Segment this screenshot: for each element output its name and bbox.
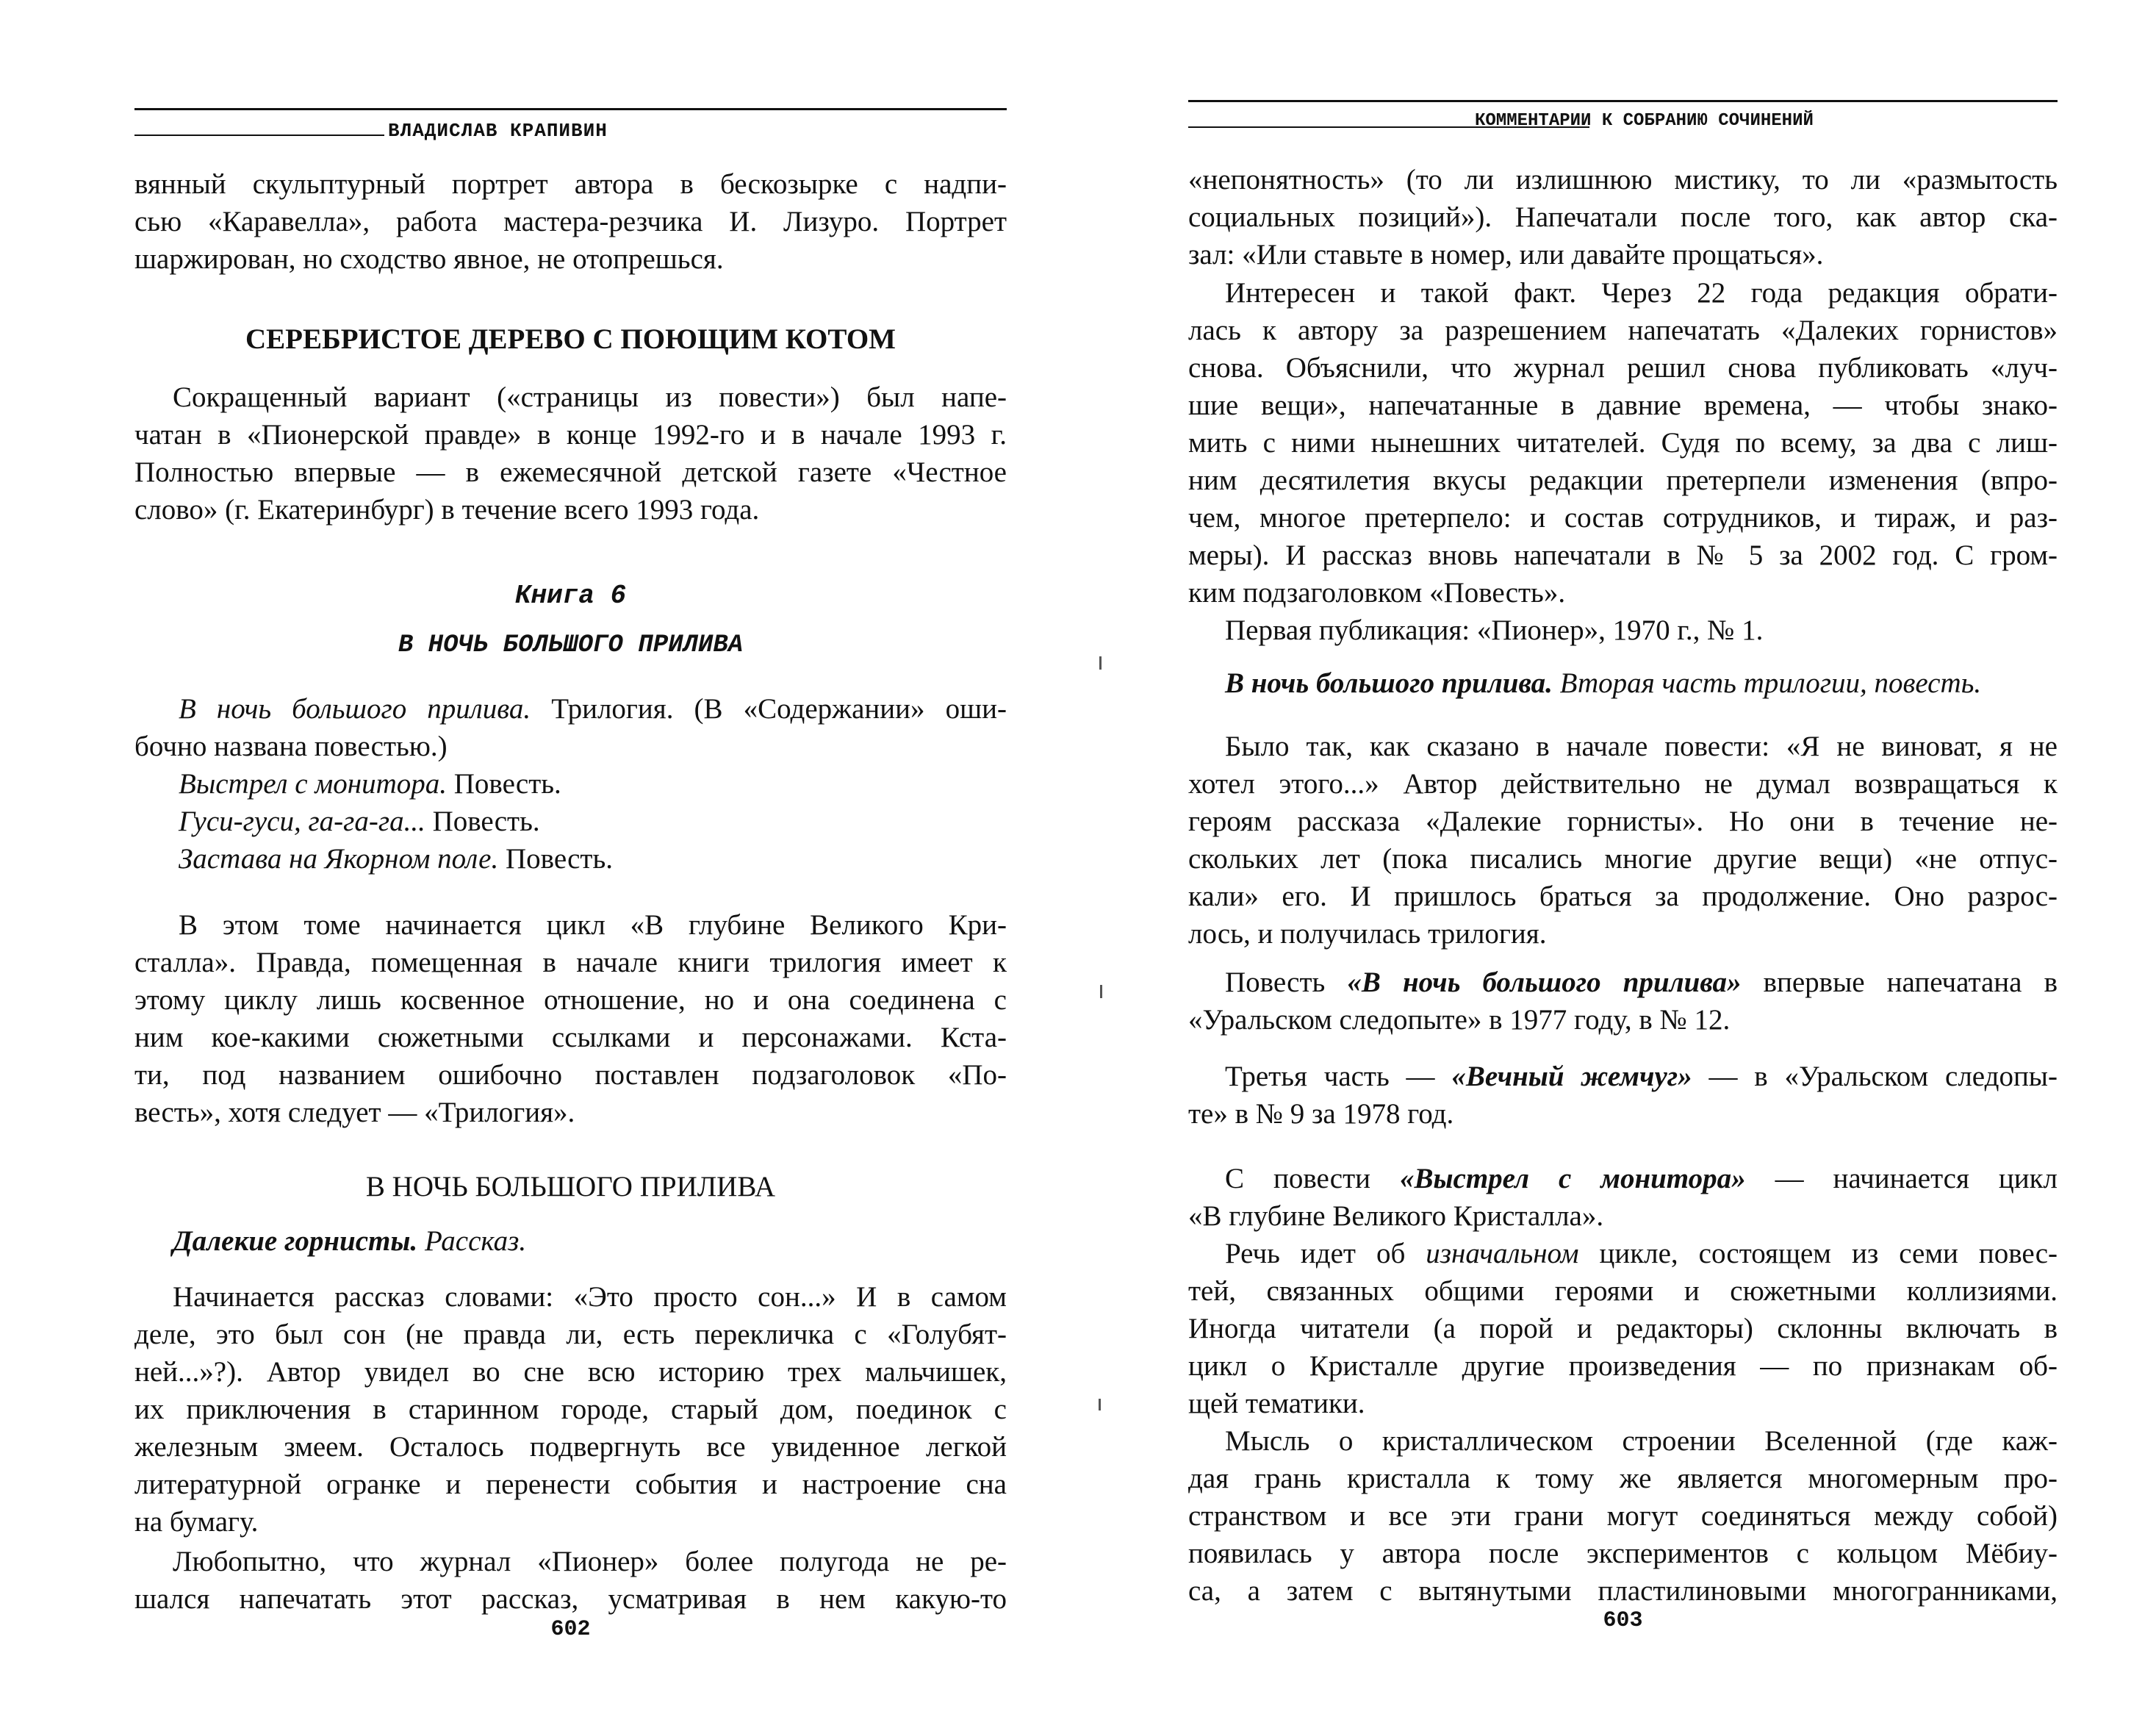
text-span: — начинается цикл [1745, 1163, 2058, 1194]
text-line: Интересен и такой факт. Через 22 года редакция обрати- [1225, 277, 2058, 309]
text-line: героям рассказа «Далекие горнисты». Но они в течение не- [1188, 806, 2058, 837]
text-line: Было так, как сказано в начале повести: «Я не виноват, я не [1225, 731, 2058, 762]
text-span: — в «Уральском следопы- [1692, 1061, 2058, 1092]
text-line: ней...»?). Автор увидел во сне всю историю трех мальчишек, [134, 1356, 1007, 1388]
text-line: Первая публикация: «Пионер», 1970 г., № 1. [1225, 614, 1764, 646]
text-line: сталла». Правда, помещенная в начале книги трилогия имеет к [134, 947, 1007, 978]
text-line: вянный скульптурный портрет автора в бескозырке с надпи- [134, 168, 1007, 200]
section-heading: СЕРЕБРИСТОЕ ДЕРЕВО С ПОЮЩИМ КОТОМ [245, 323, 896, 355]
running-head: ВЛАДИСЛАВ КРАПИВИН [388, 120, 608, 142]
book-heading: Книга 6 [514, 581, 627, 611]
contents-line [179, 841, 613, 878]
text-span: Третья часть — [1225, 1061, 1452, 1092]
text-line: са, а затем с вытянутыми пластилиновыми многогранниками, [1188, 1575, 2058, 1607]
contents-rest: Трилогия. (В «Содержании» оши- [531, 693, 1007, 725]
page-number: 603 [1603, 1608, 1643, 1633]
text-line: деле, это был сон (не правда ли, есть перекличка с «Голубят- [134, 1319, 1007, 1350]
text-span: Речь идет об [1225, 1238, 1426, 1269]
text-line [1225, 964, 2058, 1001]
text-line: ким подзаголовком «Повесть». [1188, 577, 1566, 609]
text-line: тей, связанных общими героями и сюжетными коллизиями. [1188, 1275, 2058, 1307]
text-line: зал: «Или ставьте в номер, или давайте прощаться». [1188, 239, 1824, 270]
text-span: впервые напечатана в [1741, 967, 2058, 998]
text-line: Начинается рассказ словами: «Это просто сон...» И в самом [173, 1281, 1007, 1313]
text-span: цикле, состоящем из семи повес- [1578, 1238, 2058, 1269]
contents-title: В ночь большого прилива. [179, 693, 531, 725]
contents-title: Застава на Якорном поле. [179, 843, 499, 875]
contents-line [179, 691, 1007, 728]
book-subheading: В НОЧЬ БОЛЬШОГО ПРИЛИВА [398, 631, 744, 659]
text-line: чем, многое претерпело: и состав сотрудников, и тираж, и раз- [1188, 502, 2058, 534]
story-title [173, 1223, 526, 1260]
contents-line [179, 766, 561, 803]
contents-line [134, 728, 448, 765]
text-line [1225, 1161, 2058, 1197]
text-line: шался напечатать этот рассказ, усматривая в нем какую-то [134, 1583, 1007, 1615]
story-title-bold: Далекие горнисты. [173, 1225, 418, 1257]
text-line: странством и все эти грани могут соединяться между собой) [1188, 1500, 2058, 1532]
text-line: Полностью впервые — в ежемесячной детской газете «Честное [134, 456, 1007, 488]
contents-rest: Повесть. [498, 843, 614, 875]
text-line: В этом томе начинается цикл «В глубине Великого Кри- [179, 909, 1007, 941]
header-rule-top [134, 108, 1007, 110]
text-line: сью «Каравелла», работа мастера-резчика И. Лизуро. Портрет [134, 206, 1007, 237]
text-span: С повести [1225, 1163, 1400, 1194]
contents-line [179, 803, 540, 840]
text-line [1225, 1236, 2058, 1272]
text-line: железным змеем. Осталось подвергнуть все увиденное легкой [134, 1431, 1007, 1463]
section-heading: В НОЧЬ БОЛЬШОГО ПРИЛИВА [365, 1171, 776, 1202]
text-line: этому циклу лишь косвенное отношение, но и она соединена с [134, 984, 1007, 1016]
text-line: лась к автору за разрешением напечатать «Далеких горнистов» [1188, 315, 2058, 346]
text-line: цикл о Кристалле другие произведения — по признакам об- [1188, 1350, 2058, 1382]
contents-rest: Повесть. [447, 768, 561, 800]
text-line: кали» его. И пришлось браться за продолжение. Оно разрос- [1188, 881, 2058, 912]
story-title-rest: Рассказ. [417, 1225, 527, 1257]
contents-rest: Повесть. [425, 806, 540, 837]
text-line: «В глубине Великого Кристалла». [1188, 1200, 1604, 1232]
text-line: на бумагу. [134, 1506, 259, 1538]
text-line: Любопытно, что журнал «Пионер» более полугода не ре- [173, 1546, 1007, 1577]
text-line: меры). И рассказ вновь напечатали в № 5 за 2002 год. С гром- [1188, 539, 2058, 571]
right-page [1078, 0, 2156, 1728]
running-head: КОММЕНТАРИИ К СОБРАНИЮ СОЧИНЕНИЙ [1475, 111, 1814, 131]
part-title-bold: В ночь большого прилива. [1225, 667, 1553, 699]
text-span-ital: изначальном [1426, 1238, 1579, 1269]
contents-title: Гуси-гуси, га-га-га... [179, 806, 425, 837]
text-line: их приключения в старинном городе, старый дом, поединок с [134, 1394, 1007, 1425]
text-line: слово» (г. Екатеринбург) в течение всего 1993 года. [134, 494, 760, 526]
text-line: чатан в «Пионерской правде» в конце 1992-го и в начале 1993 г. [134, 419, 1007, 451]
contents-rest: бочно названа повестью.) [134, 731, 448, 762]
text-line: «непонятность» (то ли излишнюю мистику, то ли «размытость [1188, 164, 2058, 196]
text-span: Повесть [1225, 967, 1348, 998]
text-line: ти, под названием ошибочно поставлен подзаголовок «По- [134, 1059, 1007, 1091]
text-line: скольких лет (пока писались многие другие вещи) «не отпус- [1188, 843, 2058, 875]
text-line: хотел этого...» Автор действительно не думал возвращаться к [1188, 768, 2058, 800]
text-line: ним десятилетия вкусы редакции претерпели изменения (впро- [1188, 465, 2058, 496]
text-line [1225, 1058, 2058, 1095]
text-line: Мысль о кристаллическом строении Вселенной (где каж- [1225, 1425, 2058, 1457]
text-line: литературной огранке и перенести события и настроение сна [134, 1469, 1007, 1500]
text-line: весть», хотя следует — «Трилогия». [134, 1097, 575, 1128]
text-line: появилась у автора после экспериментов с кольцом Мёбиу- [1188, 1538, 2058, 1569]
text-line: дая грань кристалла к тому же является многомерным про- [1188, 1463, 2058, 1494]
text-span-bold: «В ночь большого прилива» [1347, 967, 1742, 998]
part-title-rest: Вторая часть трилогии, повесть. [1552, 667, 1982, 699]
text-line: шие вещи», напечатанные в давние времена, — чтобы знако- [1188, 390, 2058, 421]
header-rule-top [1188, 100, 2058, 102]
text-span-bold: «Выстрел с монитора» [1399, 1163, 1746, 1194]
text-line: социальных позиций»). Напечатали после того, как автор ска- [1188, 201, 2058, 233]
text-span-bold: «Вечный жемчуг» [1451, 1061, 1692, 1092]
text-line: те» в № 9 за 1978 год. [1188, 1098, 1454, 1130]
page-number: 602 [550, 1617, 591, 1642]
header-rule-left [134, 135, 384, 136]
part-title [1225, 665, 1981, 702]
text-line: щей тематики. [1188, 1388, 1365, 1419]
contents-title: Выстрел с монитора. [179, 768, 448, 800]
text-line: снова. Объяснили, что журнал решил снова публиковать «луч- [1188, 352, 2058, 384]
text-line: лось, и получилась трилогия. [1188, 918, 1547, 950]
text-line: шаржирован, но сходство явное, не отопрешься. [134, 243, 724, 275]
text-line: «Уральском следопыте» в 1977 году, в № 12. [1188, 1004, 1731, 1036]
text-line: мить с ними нынешних читателей. Судя по всему, за два с лиш- [1188, 427, 2058, 459]
text-line: Иногда читатели (а порой и редакторы) склонны включать в [1188, 1313, 2058, 1344]
text-line: ним кое-какими сюжетными ссылками и персонажами. Кста- [134, 1022, 1007, 1053]
text-line: Сокращенный вариант («страницы из повести») был напе- [173, 381, 1007, 413]
